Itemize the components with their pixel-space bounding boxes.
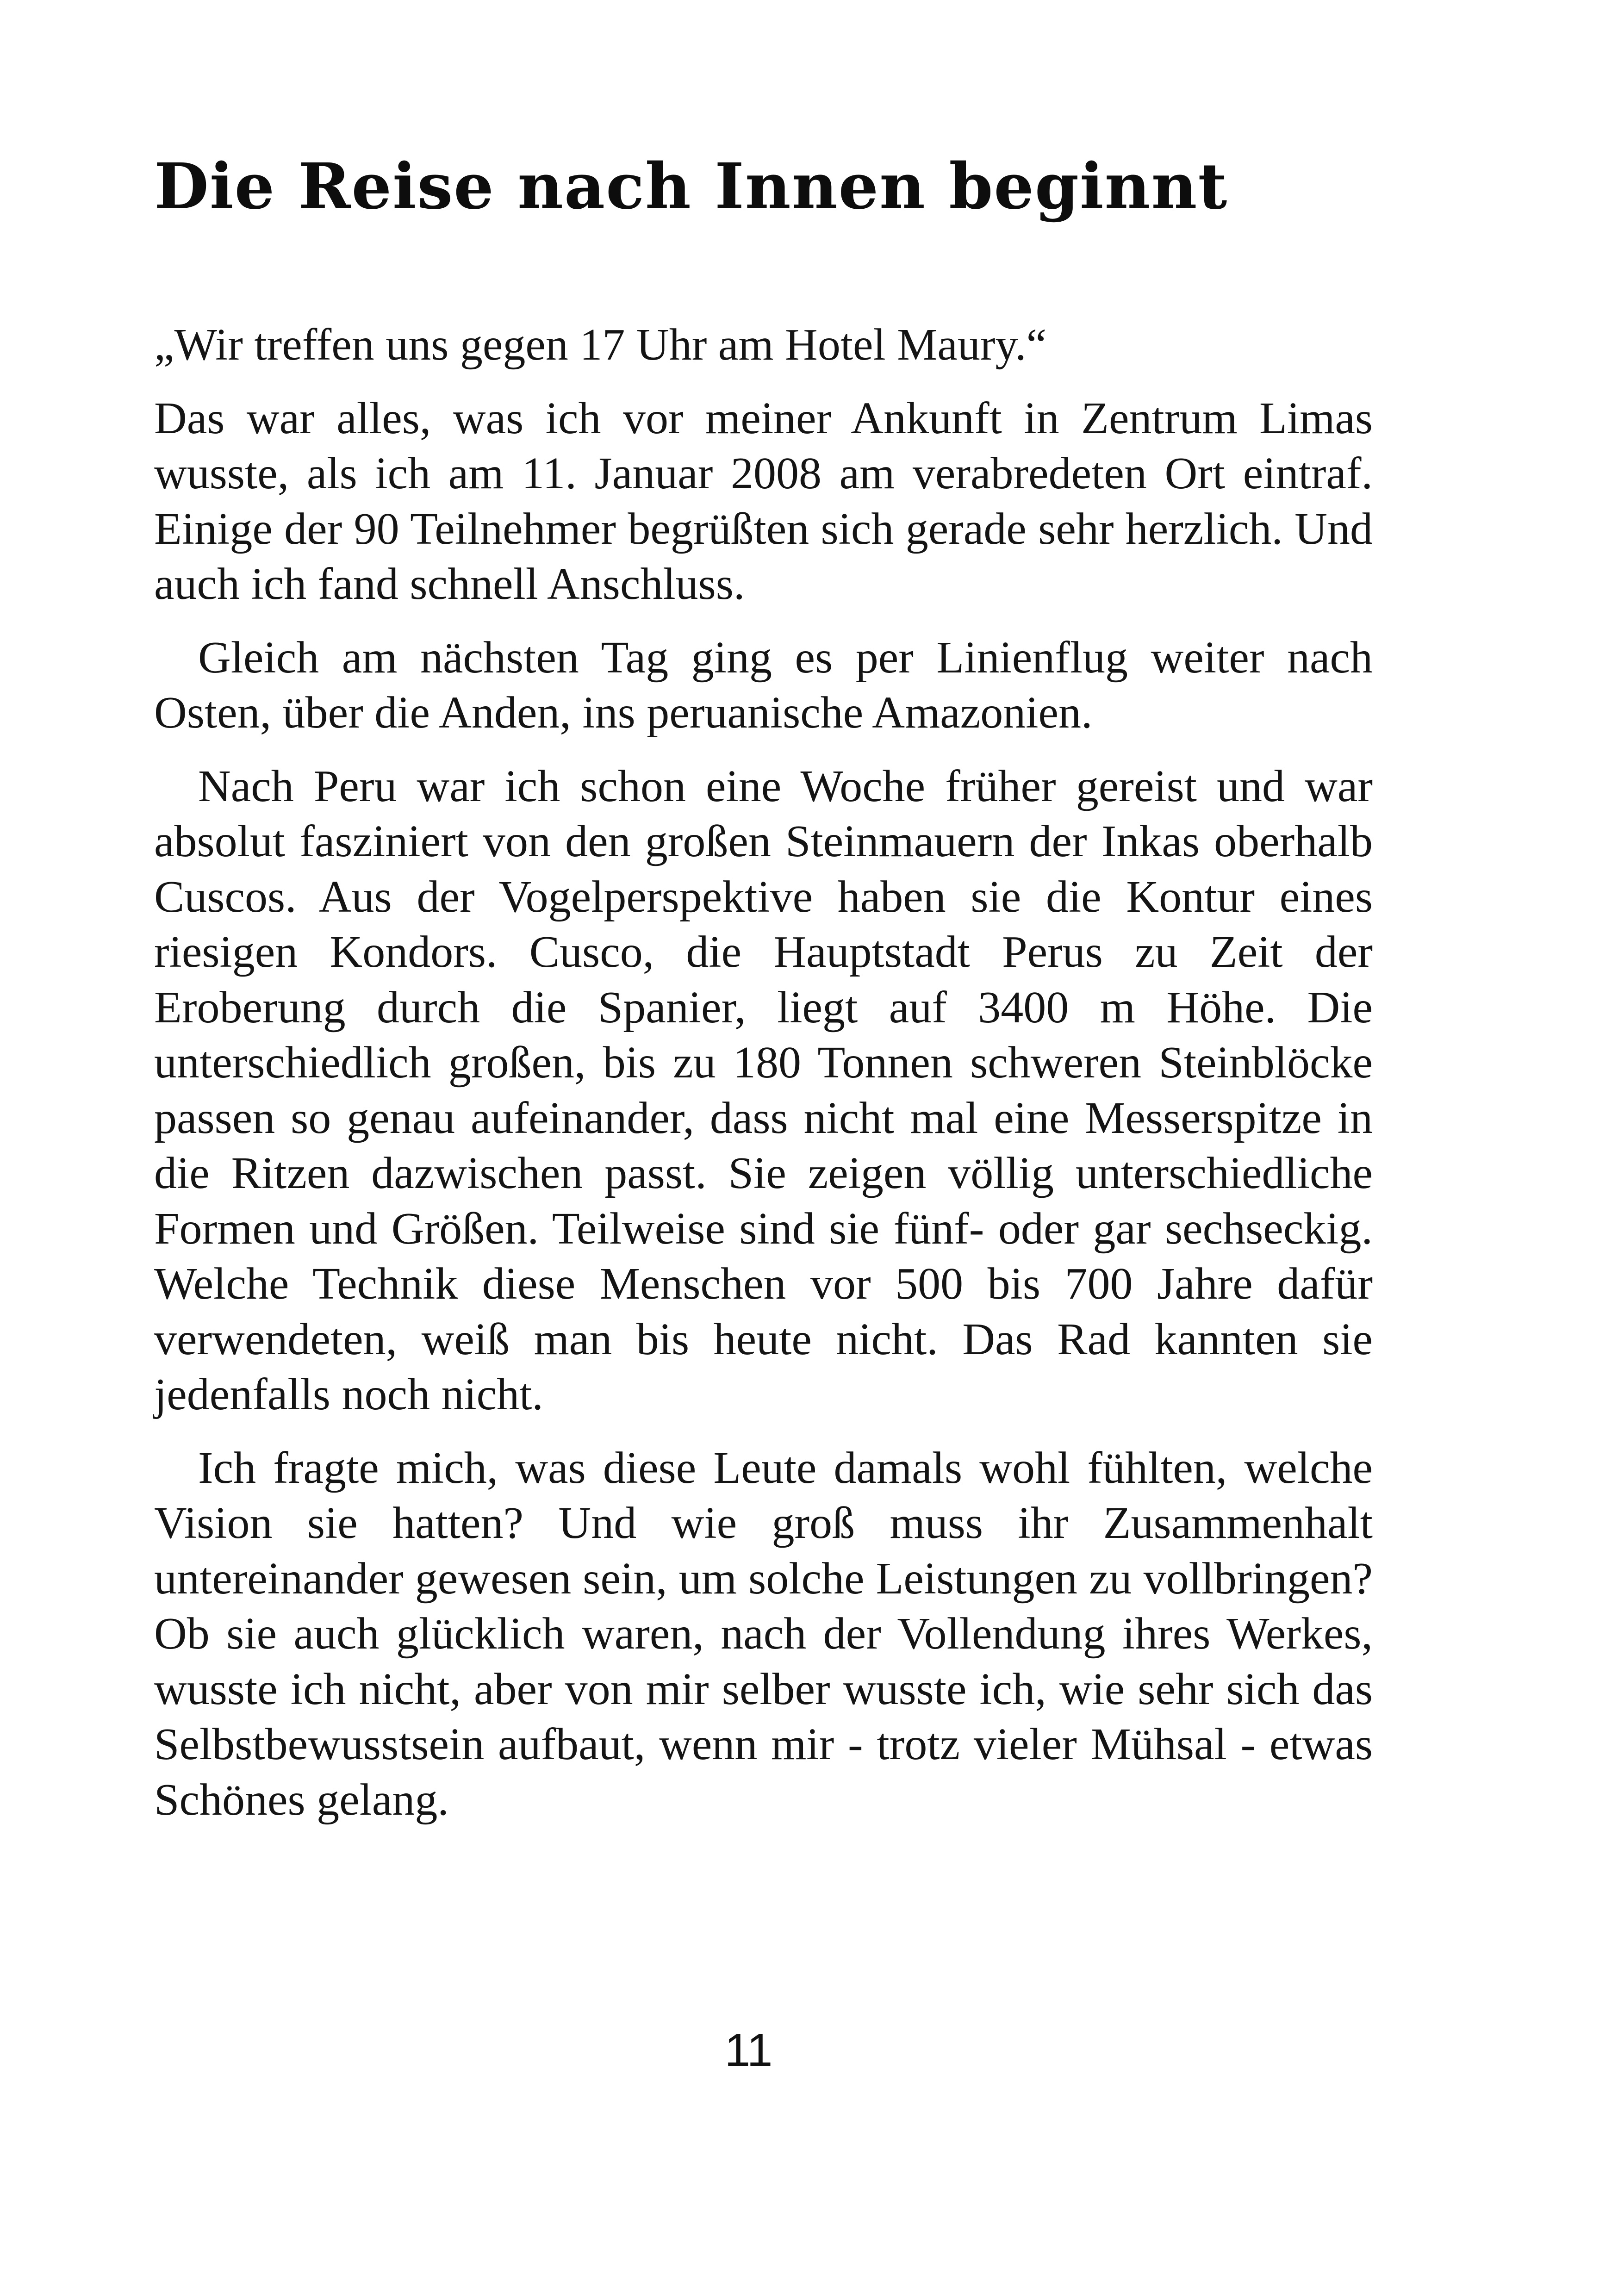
paragraph-arrival: Das war alles, was ich vor meiner Ankunft in Zentrum Limas wusste, als ich am 11. Januar 2008 am verabredeten Ort eintraf. Einige der 90 Teilnehmer begrüßten sich gerade sehr herzlich. Und auch ich fand schnell Anschluss. bbox=[154, 393, 1373, 609]
body-text bbox=[154, 317, 1373, 1846]
paragraph-quote: „Wir treffen uns gegen 17 Uhr am Hotel Maury.“ bbox=[154, 320, 1047, 370]
paragraph-inca-walls: Nach Peru war ich schon eine Woche früher gereist und war absolut fasziniert von den großen Steinmauern der Inkas oberhalb Cuscos. Aus der Vogelperspektive haben sie die Kontur eines riesigen Kondors. Cusco, die Hauptstadt Perus zu Zeit der Eroberung durch die Spanier, liegt auf 3400 m Höhe. Die unterschiedlich großen, bis zu 180 Tonnen schweren Steinblöcke passen so genau aufeinander, dass nicht mal eine Messerspitze in die Ritzen dazwischen passt. Sie zeigen völlig unterschiedliche Formen und Größen. Teilweise sind sie fünf- oder gar sechseckig. Welche Technik diese Menschen vor 500 bis 700 Jahre dafür verwendeten, weiß man bis heute nicht. Das Rad kannten sie jedenfalls noch nicht. bbox=[154, 761, 1373, 1419]
chapter-title: Die Reise nach Innen beginnt bbox=[154, 149, 1228, 224]
page-number: 11 bbox=[724, 2024, 773, 2076]
paragraph-flight: Gleich am nächsten Tag ging es per Linienflug weiter nach Osten, über die Anden, ins peruanische Amazonien. bbox=[154, 632, 1373, 738]
paragraph-reflection: Ich fragte mich, was diese Leute damals wohl fühlten, welche Vision sie hatten? Und wie groß muss ihr Zusammenhalt untereinander gewesen sein, um solche Leistungen zu vollbringen? Ob sie auch glücklich waren, nach der Vollendung ihres Werkes, wusste ich nicht, aber von mir selber wusste ich, wie sehr sich das Selbstbewusstsein aufbaut, wenn mir - trotz vieler Mühsal - etwas Schönes gelang. bbox=[154, 1443, 1373, 1825]
